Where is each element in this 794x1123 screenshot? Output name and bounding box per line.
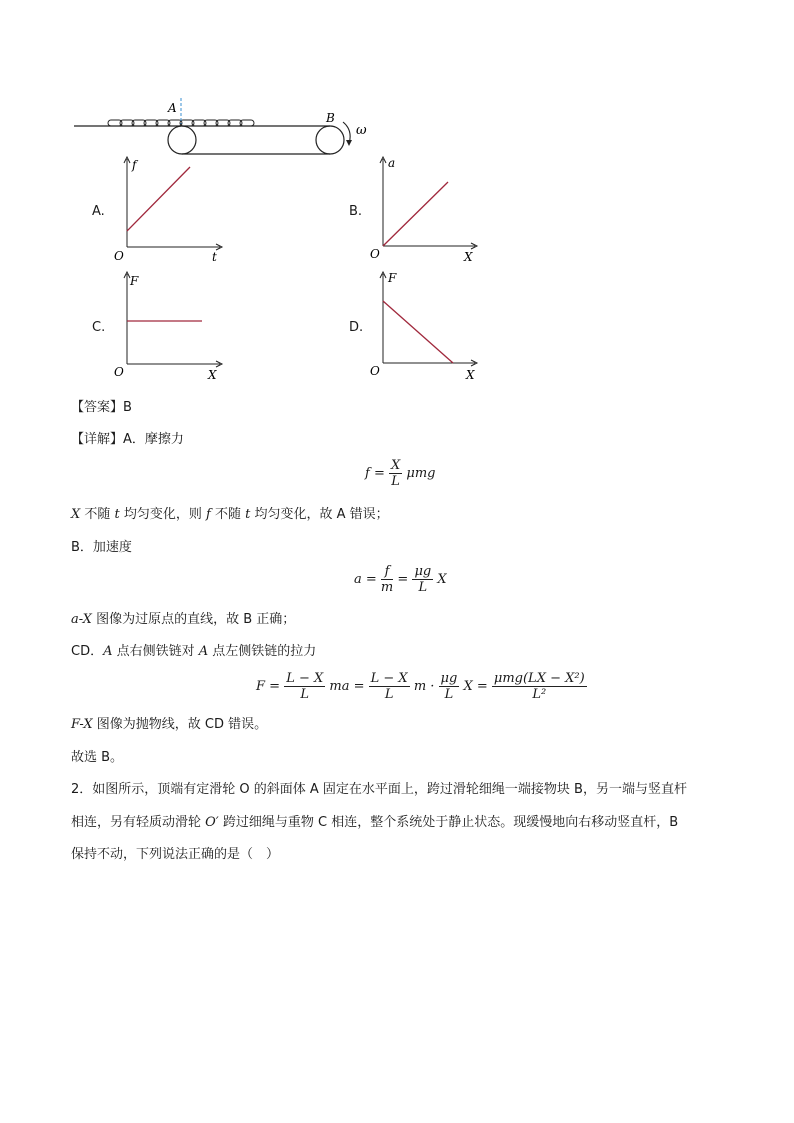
- detail-b-intro: B．加速度: [71, 540, 132, 555]
- equation-3: F = $\frac{L - X}{L}$ ma = $\frac{L - X}{L}$ m · $\frac{\mu g}{L}$ X = $\frac{\text{μmg(LX − X²)}}{\text{L²}}$: [256, 671, 585, 702]
- answer-value: B: [123, 400, 132, 415]
- option-d-label: D.: [349, 320, 364, 335]
- conveyor-diagram: [60, 96, 380, 160]
- graph-b-line: [383, 182, 448, 246]
- svg-text:X: X: [466, 368, 475, 382]
- detail-a-intro: 【详解】A．摩擦力: [71, 432, 184, 447]
- graph-a-line: [127, 167, 190, 231]
- svg-text:t: t: [212, 250, 217, 264]
- option-b-label: B.: [349, 204, 363, 219]
- graph-d: [368, 270, 488, 382]
- detail-b-text: a-X 图像为过原点的直线，故 B 正确；: [71, 612, 296, 627]
- svg-text:F: F: [388, 271, 397, 285]
- graph-d-line: [383, 301, 453, 363]
- svg-text:f: f: [132, 158, 137, 172]
- label-B: B: [326, 111, 335, 125]
- graph-b: [368, 155, 488, 265]
- answer-tag: 【答案】: [71, 400, 124, 415]
- conclusion: 故选 B。: [71, 750, 124, 765]
- svg-text:F: F: [130, 274, 139, 288]
- detail-a-text: X 不随 t 均匀变化，则 f 不随 t 均匀变化，故 A 错误；: [71, 507, 389, 522]
- label-omega: ω: [356, 123, 367, 138]
- svg-text:O: O: [370, 247, 380, 261]
- equation-2: a = $\frac{f}{m}$ = $\frac{\mu g}{L}$ X: [354, 564, 447, 595]
- question2-line3: 保持不动，下列说法正确的是（ ）: [71, 847, 280, 862]
- graph-c: [110, 270, 230, 382]
- detail-f-text: F-X 图像为抛物线，故 CD 错误。: [71, 717, 268, 732]
- svg-text:O: O: [114, 365, 124, 379]
- label-A: A: [168, 101, 177, 115]
- svg-text:X: X: [208, 368, 217, 382]
- svg-text:X: X: [464, 250, 473, 264]
- detail-tag: 【详解】: [71, 432, 124, 447]
- answer-line: [71, 398, 132, 418]
- option-a-label: A.: [92, 204, 105, 219]
- detail-cd-intro: CD．A 点右侧铁链对 A 点左侧铁链的拉力: [71, 644, 317, 659]
- graph-a: [110, 155, 230, 265]
- equation-1: f = $\frac{X}{L}$ μmg: [365, 458, 436, 489]
- option-c-label: C.: [92, 320, 106, 335]
- question2-line2: 相连，另有轻质动滑轮 O′ 跨过细绳与重物 C 相连，整个系统处于静止状态。现缓慢地向右移动竖直杆，B: [71, 815, 679, 830]
- svg-text:O: O: [370, 364, 380, 378]
- svg-text:O: O: [114, 249, 124, 263]
- question2-line1: 2．如图所示，顶端有定滑轮 O 的斜面体 A 固定在水平面上，跨过滑轮细绳一端接物块 B，另一端与竖直杆: [71, 782, 687, 797]
- svg-text:a: a: [388, 156, 396, 170]
